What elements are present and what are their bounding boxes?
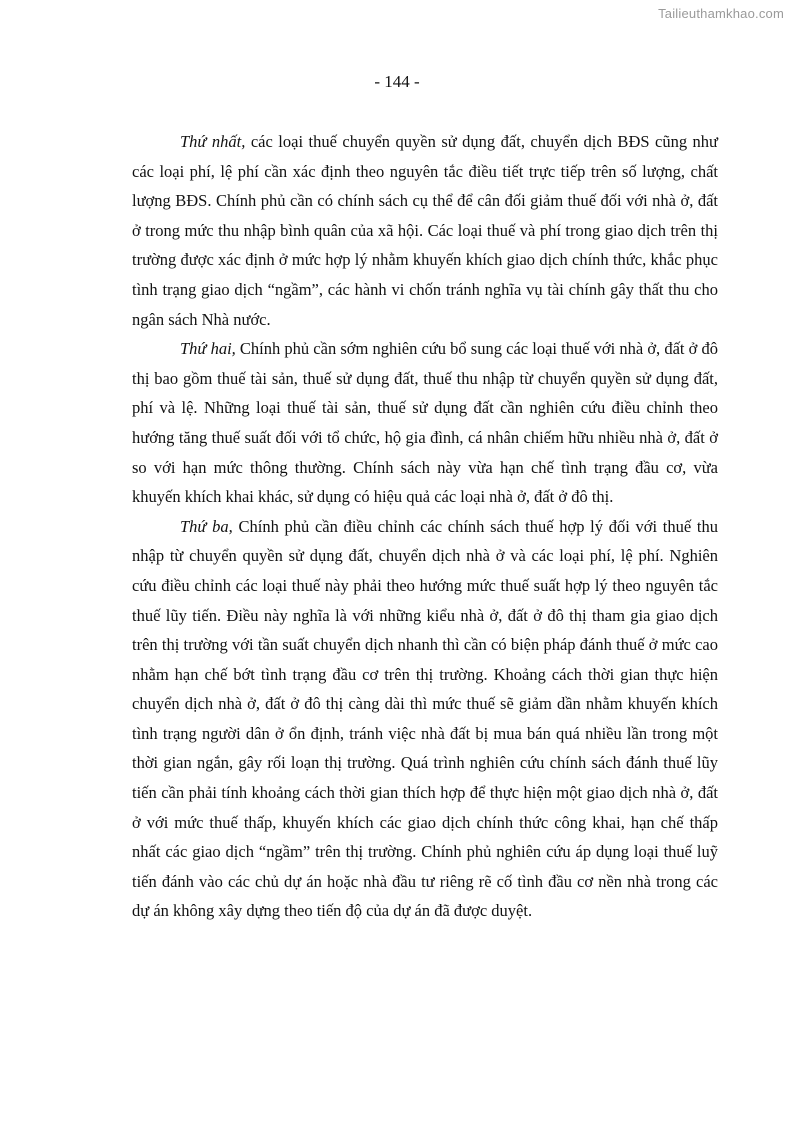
paragraph-lead: Thứ ba, <box>180 516 233 536</box>
paragraph-thu-ba <box>132 512 718 926</box>
document-body <box>132 127 718 926</box>
paragraph-thu-hai <box>132 334 718 512</box>
paragraph-lead: Thứ nhất, <box>180 132 246 151</box>
paragraph-text: Chính phủ cần sớm nghiên cứu bổ sung các loại thuế với nhà ở, đất ở đô thị bao gồm thuế tài sản, thuế sử dụng đất, thuế thu nhập từ chuyển quyền sử dụng đất, phí và lệ. Những loại thuế tài sản, thuế sử dụng đất cần nghiên cứu điều chỉnh theo hướng tăng thuế suất đối với tổ chức, hộ gia đình, cá nhân chiếm hữu nhiều nhà ở, đất ở so với hạn mức thông thường. Chính sách này vừa hạn chế tình trạng đầu cơ, vừa khuyến khích khai khác, sử dụng có hiệu quả các loại nhà ở, đất ở đô thị. <box>132 339 718 507</box>
watermark: Tailieuthamkhao.com <box>658 6 784 21</box>
paragraph-text: các loại thuế chuyển quyền sử dụng đất, chuyển dịch BĐS cũng như các loại phí, lệ phí cần xác định theo nguyên tắc điều tiết trực tiếp trên số lượng, chất lượng BĐS. Chính phủ cần có chính sách cụ thể để cân đối giảm thuế đối với nhà ở, đất ở trong mức thu nhập bình quân của xã hội. Các loại thuế và phí trong giao dịch trên thị trường được xác định ở mức hợp lý nhằm khuyến khích giao dịch chính thức, khắc phục tình trạng giao dịch “ngầm”, các hành vi chốn tránh nghĩa vụ tài chính gây thất thu cho ngân sách Nhà nước. <box>132 132 719 329</box>
paragraph-lead: Thứ hai, <box>180 339 236 359</box>
paragraph-thu-nhat <box>132 127 718 334</box>
page-number: - 144 - <box>374 72 420 91</box>
paragraph-text: Chính phủ cần điều chỉnh các chính sách thuế hợp lý đối với thuế thu nhập từ chuyển quyền sử dụng đất, chuyển dịch nhà ở và các loại phí, lệ phí. Nghiên cứu điều chỉnh các loại thuế này phải theo hướng mức thuế suất hợp lý theo nguyên tắc thuế lũy tiến. Điều này nghĩa là với những kiểu nhà ở, đất ở đô thị tham gia giao dịch trên thị trường với tần suất chuyển dịch nhanh thì cần có biện pháp đánh thuế ở mức cao nhằm hạn chế bớt tình trạng đầu cơ trên thị trường. Khoảng cách thời gian thực hiện chuyển dịch nhà ở, đất ở đô thị càng dài thì mức thuế sẽ giảm dần nhằm khuyến khích tình trạng người dân ở ổn định, tránh việc nhà đất bị mua bán quá nhiều lần trong một thời gian ngắn, gây rối loạn thị trường. Quá trình nghiên cứu chính sách đánh thuế lũy tiến cần phải tính khoảng cách thời gian thích hợp để thực hiện một giao dịch nhà ở, đất ở với mức thuế thấp, khuyến khích các giao dịch chính thức công khai, hạn chế thấp nhất các giao dịch “ngầm” trên thị trường. Chính phủ nghiên cứu áp dụng loại thuế luỹ tiến đánh vào các chủ dự án hoặc nhà đầu tư riêng rẽ cố tình đầu cơ nền nhà trong các dự án không xây dựng theo tiến độ của dự án đã được duyệt. <box>132 516 718 921</box>
